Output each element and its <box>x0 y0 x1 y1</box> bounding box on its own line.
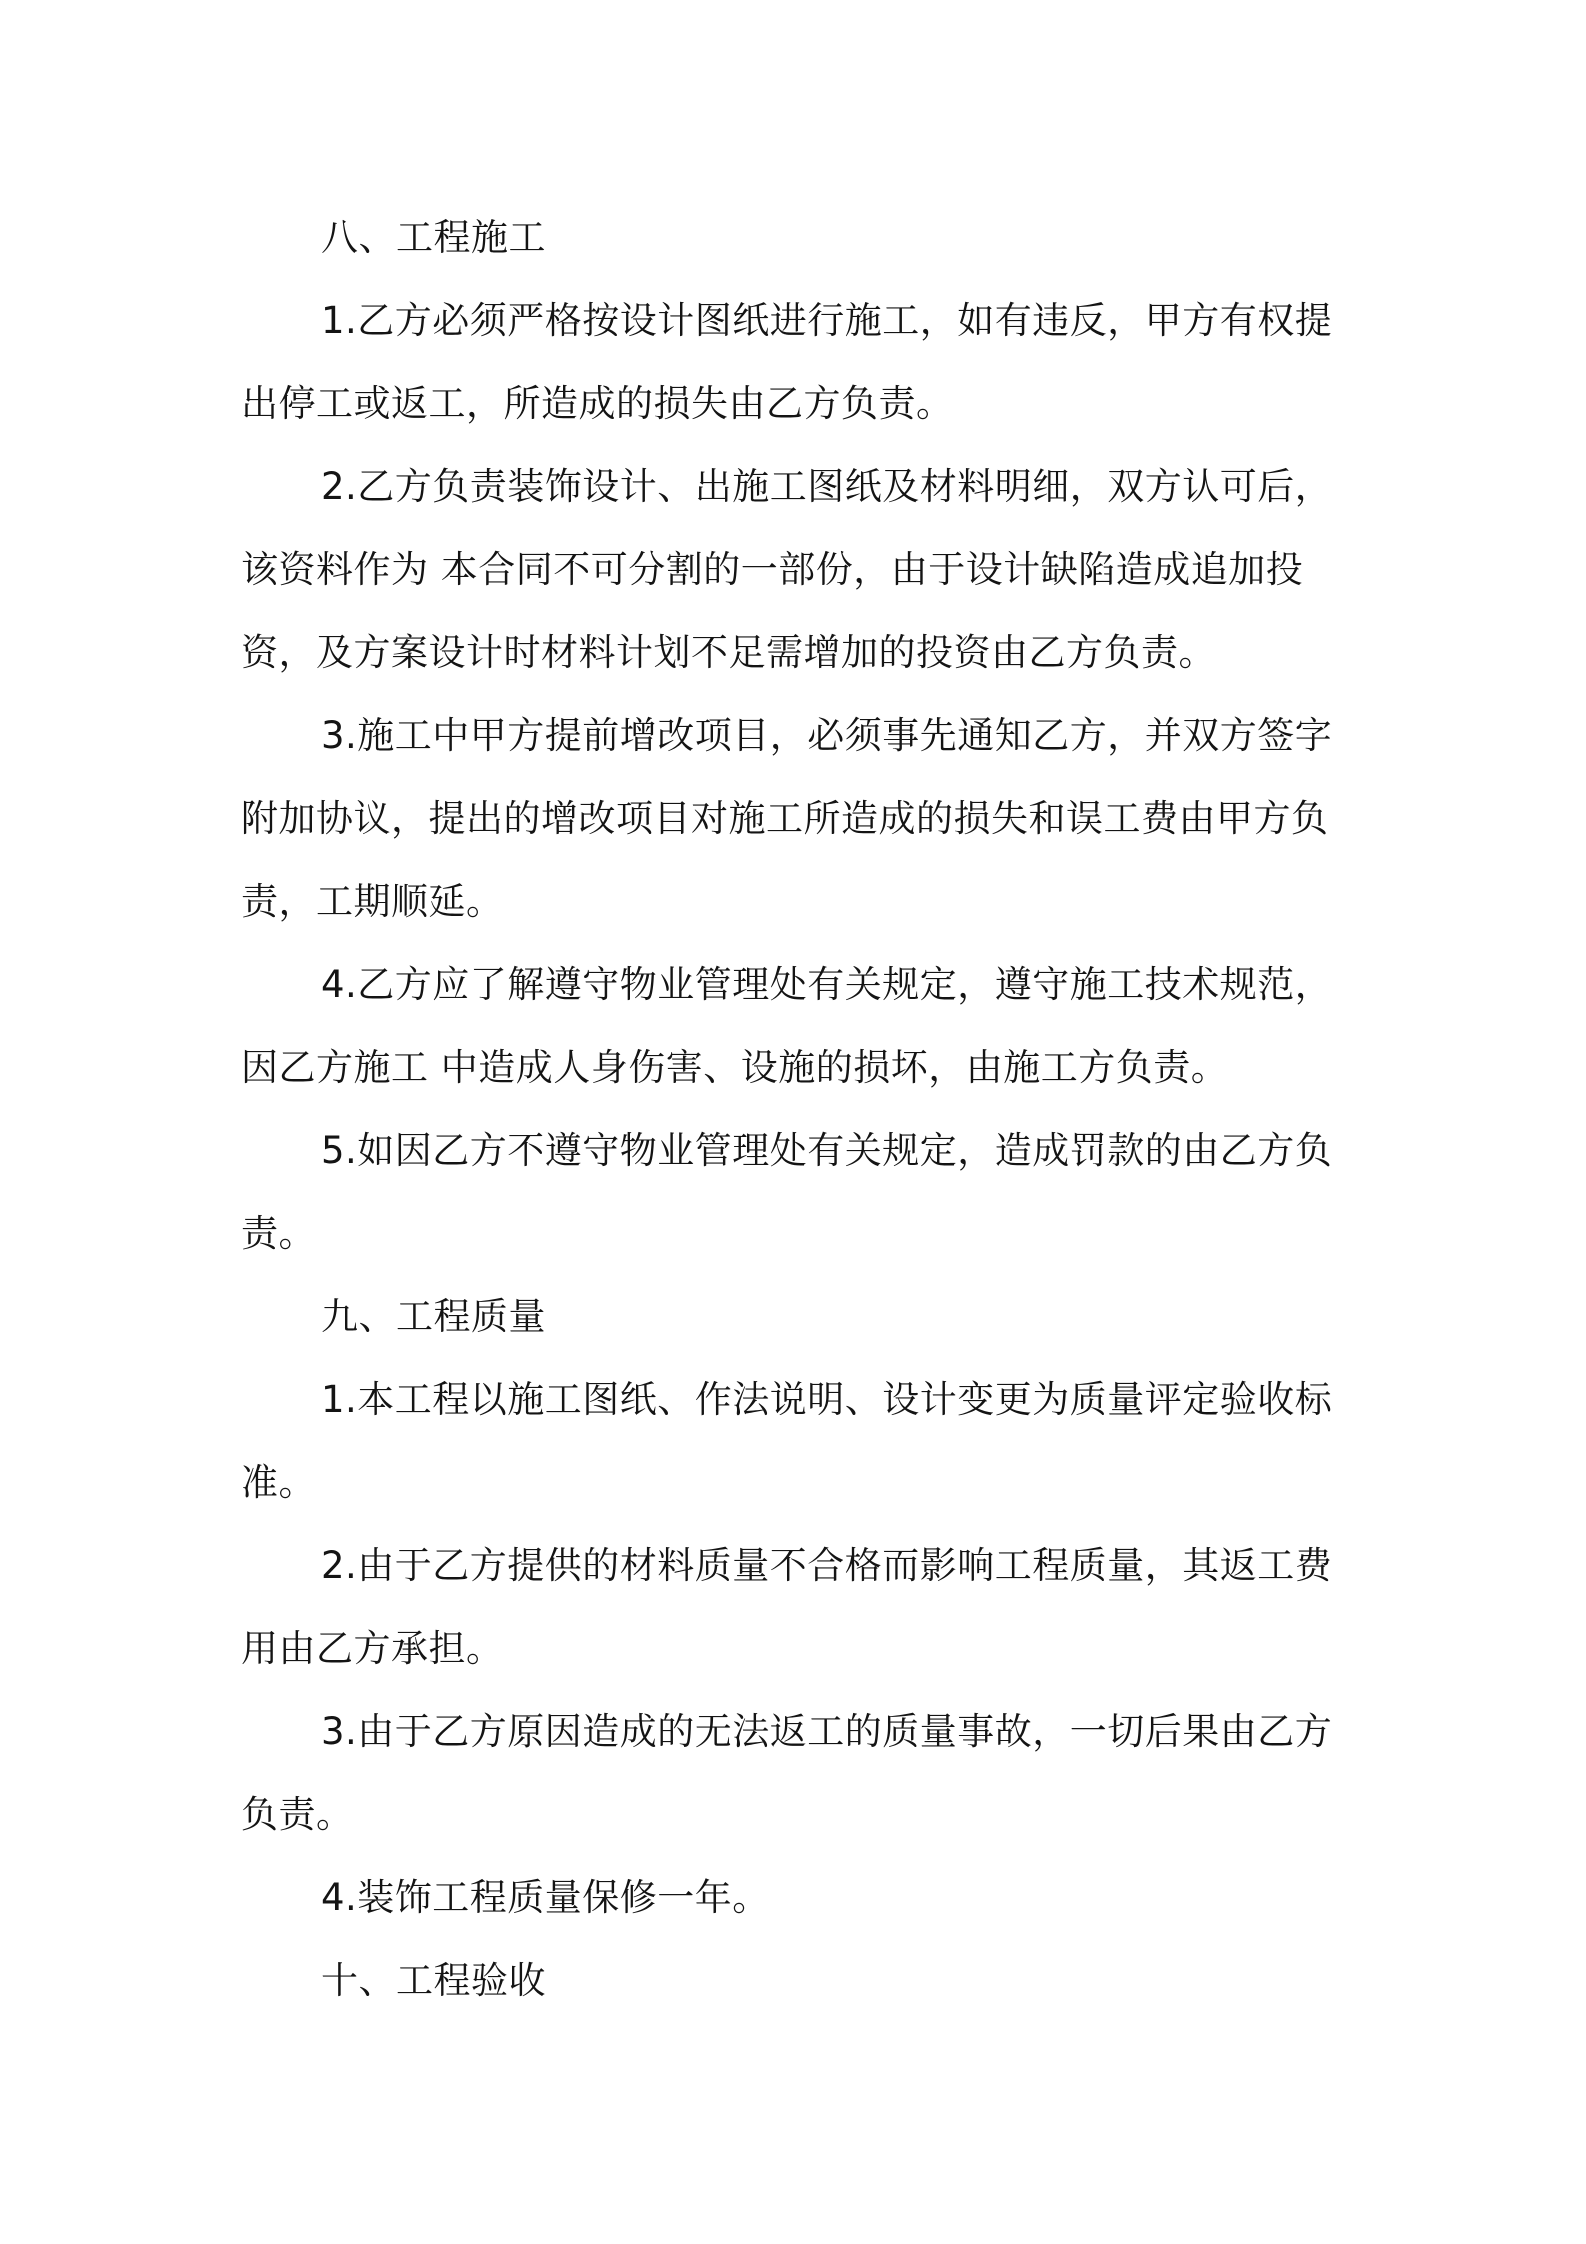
section-heading-acceptance: 十、工程验收 <box>321 1959 546 2002</box>
clause-8-5: 5.如因乙方不遵守物业管理处有关规定，造成罚款的由乙方负责。 <box>241 1129 1333 1255</box>
section-heading-construction: 八、工程施工 <box>321 216 546 259</box>
section-heading-quality: 九、工程质量 <box>321 1295 546 1338</box>
clause-9-4: 4.装饰工程质量保修一年。 <box>321 1876 770 1919</box>
clause-8-3: 3.施工中甲方提前增改项目，必须事先通知乙方，并双方签字附加协议，提出的增改项目对施工所造成的损失和误工费由甲方负责，工期顺延。 <box>241 714 1333 923</box>
clause-8-2: 2.乙方负责装饰设计、出施工图纸及材料明细，双方认可后，该资料作为 本合同不可分割的一部份，由于设计缺陷造成追加投资，及方案设计时材料计划不足需增加的投资由乙方负责。 <box>241 465 1333 674</box>
clause-8-4: 4.乙方应了解遵守物业管理处有关规定，遵守施工技术规范，因乙方施工 中造成人身伤害、设施的损坏，由施工方负责。 <box>241 963 1333 1089</box>
document-body <box>241 196 1362 2022</box>
clause-9-3: 3.由于乙方原因造成的无法返工的质量事故，一切后果由乙方负责。 <box>241 1710 1333 1836</box>
clause-8-1: 1.乙方必须严格按设计图纸进行施工，如有违反，甲方有权提出停工或返工，所造成的损失由乙方负责。 <box>241 299 1333 425</box>
clause-9-2: 2.由于乙方提供的材料质量不合格而影响工程质量，其返工费用由乙方承担。 <box>241 1544 1333 1670</box>
clause-9-1: 1.本工程以施工图纸、作法说明、设计变更为质量评定验收标准。 <box>241 1378 1333 1504</box>
